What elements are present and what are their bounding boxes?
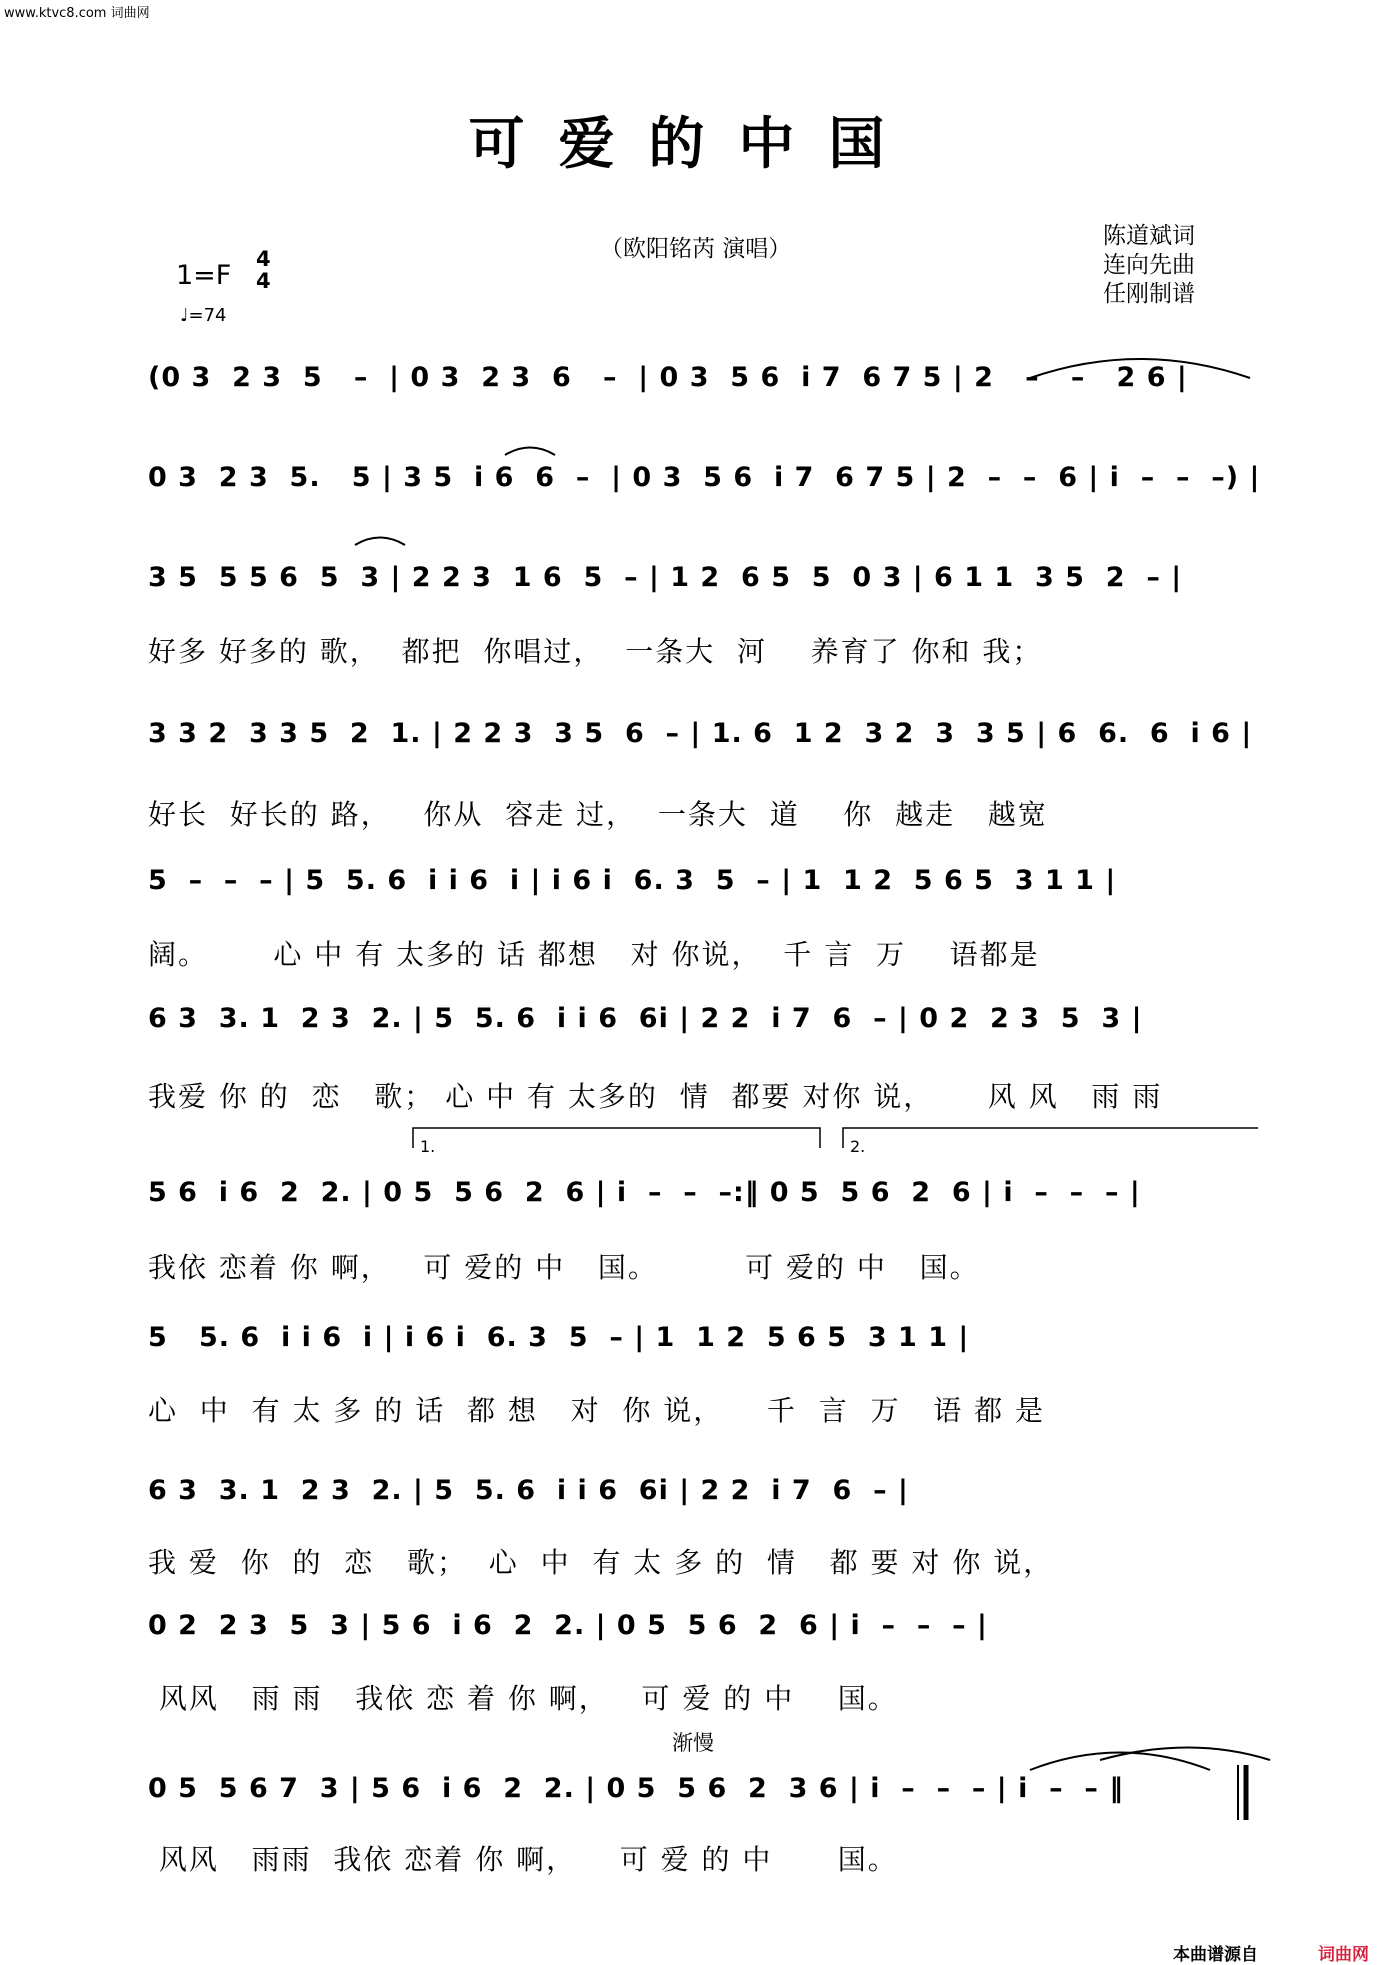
- notes-row-11: 0 5 5 6 7 3 | 5 6 i 6 2 2. | 0 5 5 6 2 3 6 | i – – – | i – – ‖: [148, 1773, 1124, 1804]
- footer-source: 本曲谱源自: [1173, 1945, 1258, 1965]
- lyrics-row-4: 好长 好长的 路， 你从 容走 过， 一条大 道 你 越走 越宽: [148, 798, 1048, 831]
- notes-row-4: 3 3 2 3 3 5 2 1. | 2 2 3 3 5 6 – | 1. 6 1 2 3 2 3 3 5 | 6 6. 6 i 6 |: [148, 718, 1253, 749]
- notes-row-2: 0 3 2 3 5. 5 | 3 5 i 6 6 – | 0 3 5 6 i 7 6 7 5 | 2 – – 6 | i – – –) |: [148, 462, 1261, 493]
- lyricist-credit: 陈道斌词: [1103, 223, 1195, 249]
- notes-row-9: 6 3 3. 1 2 3 2. | 5 5. 6 i i 6 6i | 2 2 i 7 6 – |: [148, 1475, 909, 1506]
- lyrics-row-10: 风风 雨 雨 我依 恋 着 你 啊， 可 爱 的 中 国。: [148, 1682, 898, 1715]
- lyrics-row-9: 我 爱 你 的 恋 歌； 心 中 有 太 多 的 情 都 要 对 你 说，: [148, 1546, 1054, 1579]
- lyrics-row-3: 好多 好多的 歌， 都把 你唱过， 一条大 河 养育了 你和 我；: [148, 635, 1043, 668]
- footer-brand[interactable]: 词曲网: [1318, 1945, 1369, 1965]
- lyrics-row-8: 心 中 有 太 多 的 话 都 想 对 你 说， 千 言 万 语 都 是: [148, 1394, 1046, 1427]
- notes-row-8: 5 5. 6 i i 6 i | i 6 i 6. 3 5 – | 1 1 2 5 6 5 3 1 1 |: [148, 1322, 970, 1353]
- song-title: 可爱的中国: [468, 111, 919, 177]
- singer-credit: （欧阳铭芮 演唱）: [600, 236, 792, 262]
- lyrics-row-6: 我爱 你 的 恋 歌； 心 中 有 太多的 情 都要 对你 说， 风 风 雨 雨: [148, 1080, 1163, 1113]
- notes-row-1: (0 3 2 3 5 – | 0 3 2 3 6 – | 0 3 5 6 i 7 6 7 5 | 2 – – 2 6 |: [148, 362, 1188, 393]
- notes-row-6: 6 3 3. 1 2 3 2. | 5 5. 6 i i 6 6i | 2 2 i 7 6 – | 0 2 2 3 5 3 |: [148, 1003, 1143, 1034]
- composer-credit: 连向先曲: [1103, 252, 1195, 278]
- transcriber-credit: 任刚制谱: [1103, 281, 1195, 307]
- site-label: www.ktvc8.com 词曲网: [4, 6, 150, 21]
- notes-row-5: 5 – – – | 5 5. 6 i i 6 i | i 6 i 6. 3 5 – | 1 1 2 5 6 5 3 1 1 |: [148, 865, 1117, 896]
- lyrics-row-11: 风风 雨雨 我依 恋着 你 啊， 可 爱 的 中 国。: [148, 1843, 898, 1876]
- time-top: 4: [256, 247, 271, 271]
- volta-first: 1.: [420, 1137, 436, 1156]
- tempo-change: 渐慢: [672, 1731, 714, 1755]
- lyrics-row-7: 我依 恋着 你 啊， 可 爱的 中 国。 可 爱的 中 国。: [148, 1251, 980, 1284]
- notes-row-10: 0 2 2 3 5 3 | 5 6 i 6 2 2. | 0 5 5 6 2 6 | i – – – |: [148, 1610, 988, 1641]
- time-bottom: 4: [256, 269, 271, 293]
- notes-row-3: 3 5 5 5 6 5 3 | 2 2 3 1 6 5 – | 1 2 6 5 5 0 3 | 6 1 1 3 5 2 – |: [148, 562, 1183, 593]
- notes-row-7: 5 6 i 6 2 2. | 0 5 5 6 2 6 | i – – –:‖ 0 5 5 6 2 6 | i – – – |: [148, 1177, 1141, 1208]
- volta-second: 2.: [850, 1137, 866, 1156]
- lyrics-row-5: 阔。 心 中 有 太多的 话 都想 对 你说， 千 言 万 语都是: [148, 938, 1040, 971]
- key-signature: 1=F: [176, 260, 232, 291]
- tempo-marking: ♩=74: [180, 305, 227, 326]
